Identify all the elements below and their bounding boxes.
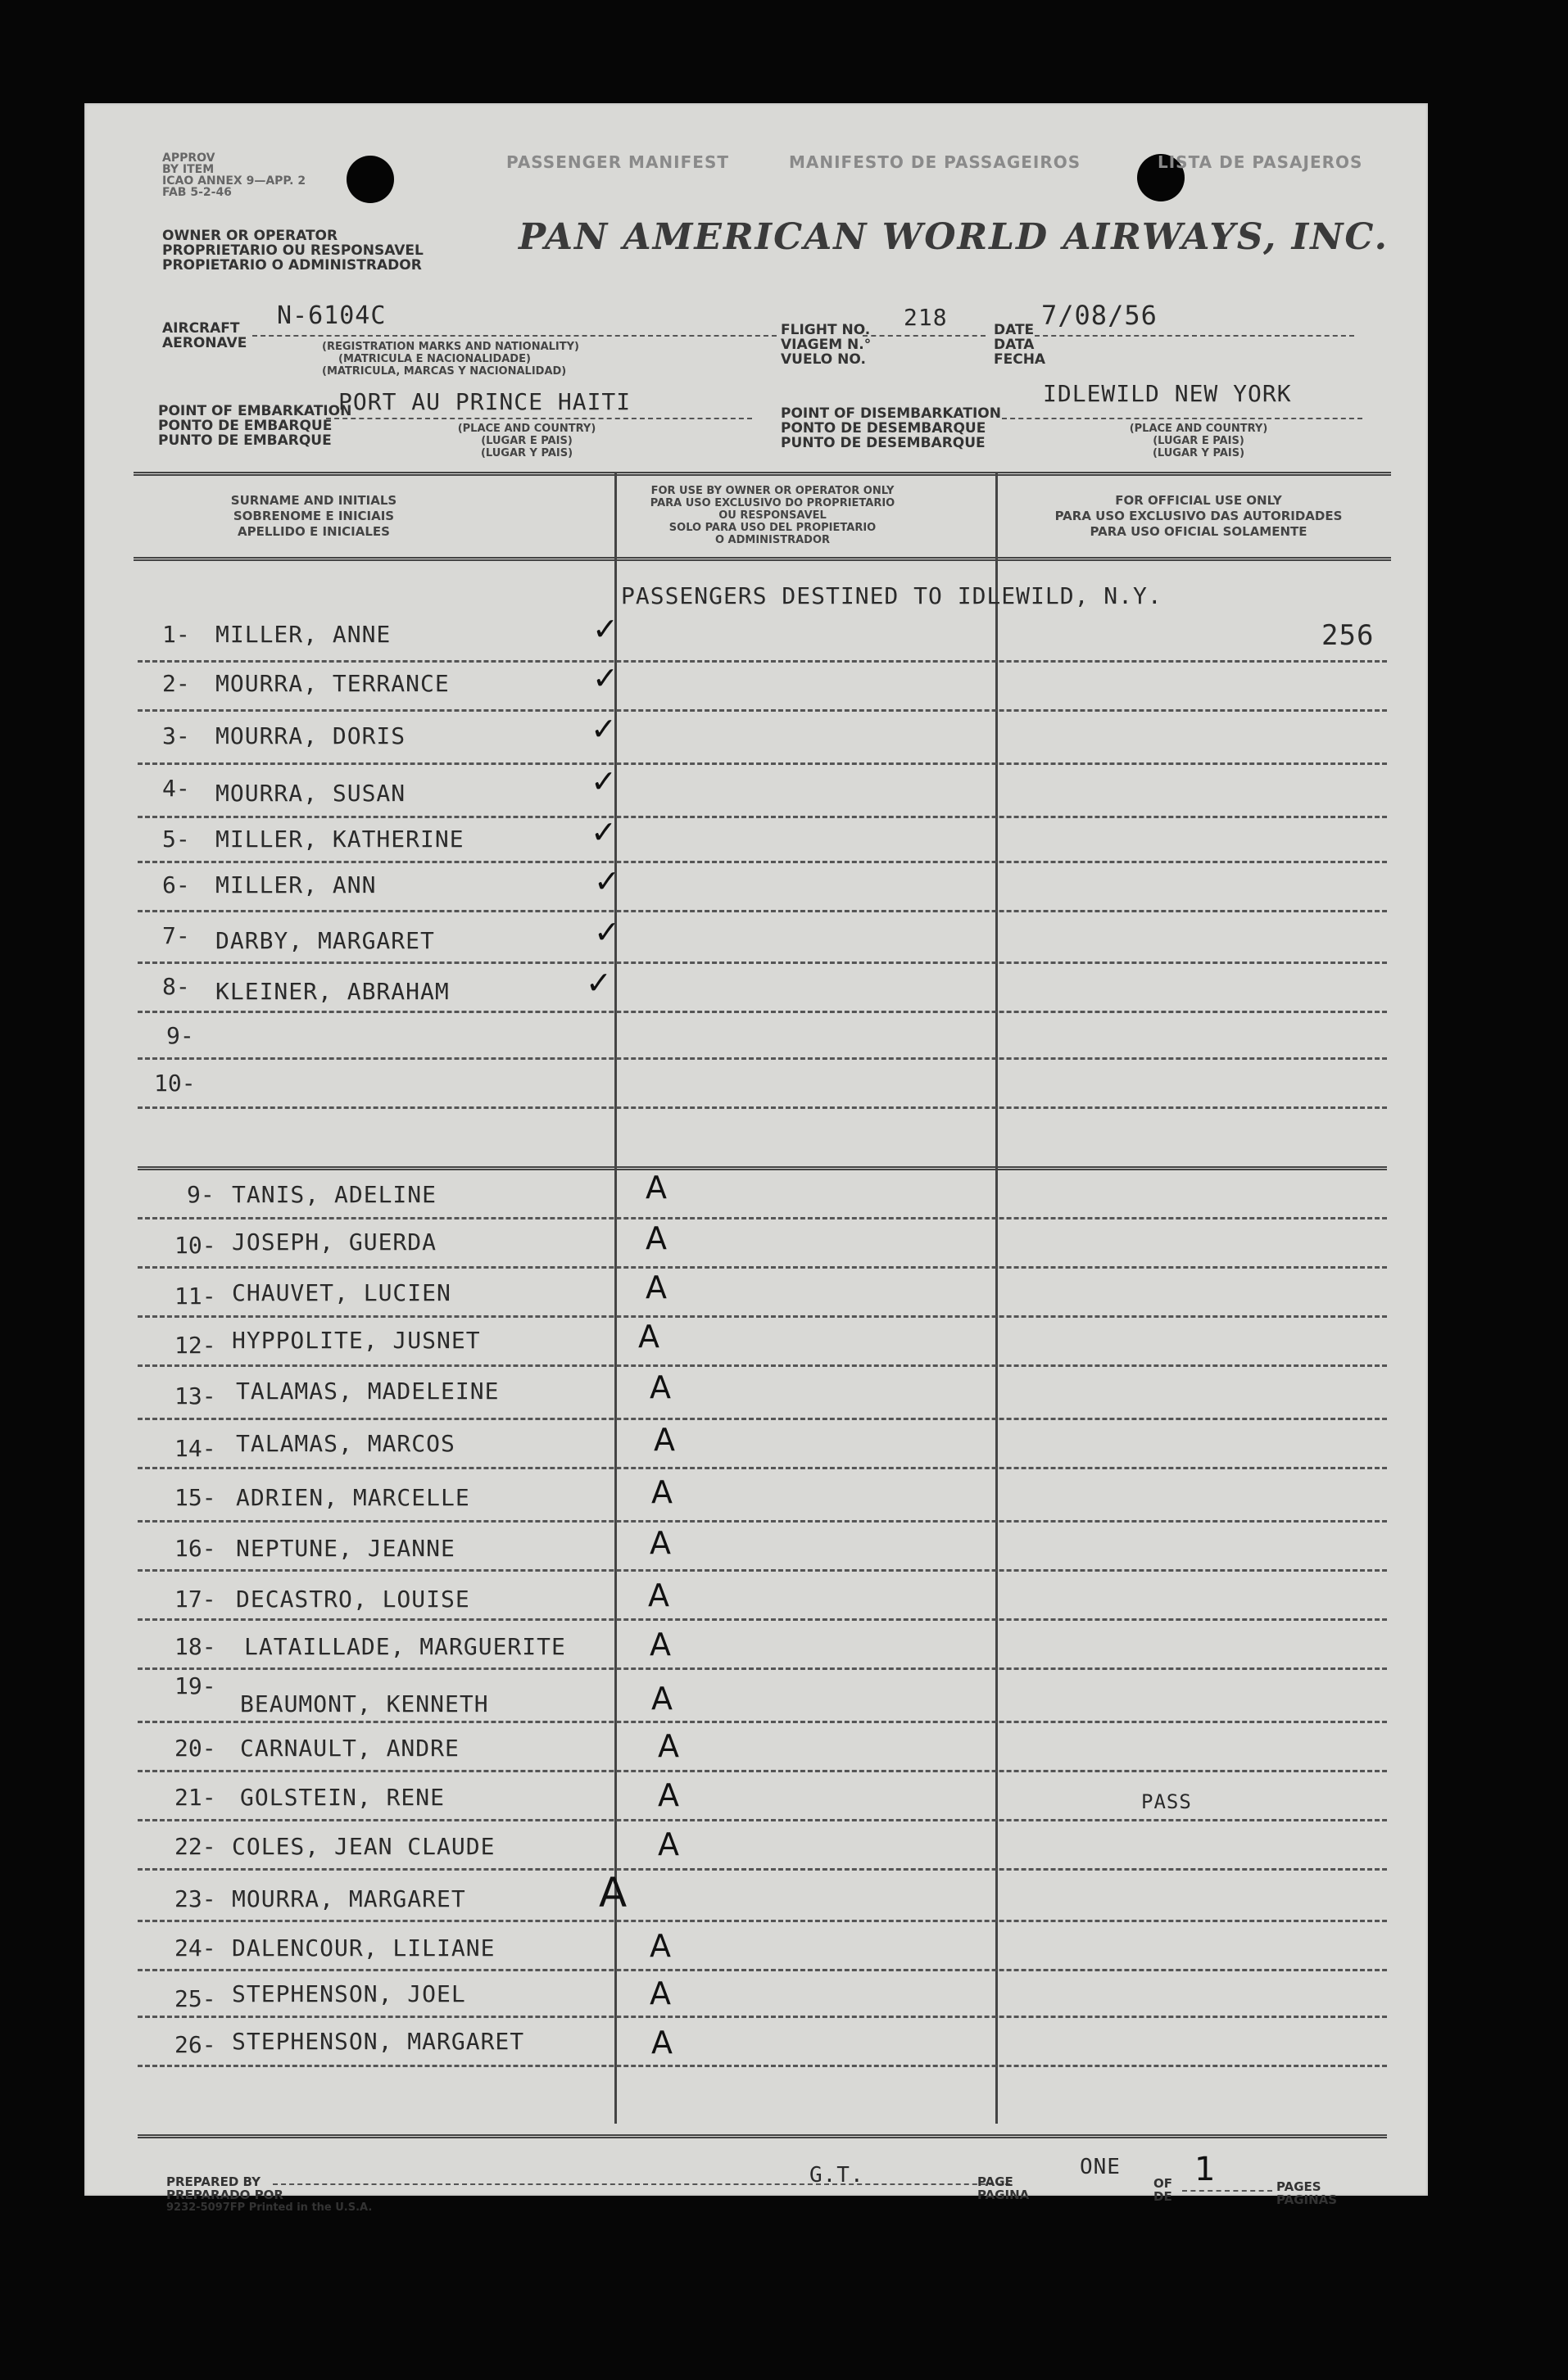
check-mark: A	[658, 1777, 679, 1813]
row-number: 10-	[154, 1070, 196, 1097]
check-mark: A	[638, 1319, 659, 1355]
passenger-name: MILLER, ANN	[215, 871, 377, 898]
row-rule	[138, 2065, 1387, 2067]
date-underline	[1035, 335, 1354, 337]
embark-place-labels	[420, 423, 633, 459]
aircraft-value: N-6104C	[277, 301, 387, 330]
place-label-en: (PLACE AND COUNTRY)	[457, 423, 596, 435]
check-mark: A	[650, 1525, 671, 1561]
col-operator-5: O ADMINISTRADOR	[714, 534, 831, 546]
col-official-en: FOR OFFICIAL USE ONLY	[1115, 493, 1282, 508]
passenger-name: STEPHENSON, MARGARET	[232, 2028, 525, 2055]
row-rule	[138, 1819, 1387, 1821]
check-mark: A	[650, 1975, 671, 2011]
row-rule	[138, 1315, 1387, 1318]
check-mark: A	[599, 1869, 628, 1916]
row-rule	[138, 861, 1387, 863]
pages-label-en: PAGES	[1276, 2179, 1321, 2194]
check-mark: A	[650, 1928, 671, 1964]
aircraft-label-en: AIRCRAFT	[162, 320, 240, 337]
pages-labels	[1276, 2180, 1337, 2206]
row-number: 22-	[174, 1833, 216, 1860]
prepared-labels	[166, 2175, 372, 2215]
embark-value: PORT AU PRINCE HAITI	[338, 388, 632, 415]
row-number: 3-	[162, 722, 190, 749]
page-labels	[977, 2175, 1029, 2201]
row-number: 6-	[162, 871, 190, 898]
passenger-name: MOURRA, TERRANCE	[215, 670, 450, 697]
col-header-operator	[625, 485, 920, 546]
col-official-pt: PARA USO EXCLUSIVO DAS AUTORIDADES	[1054, 509, 1343, 523]
check-mark: ✓	[591, 763, 617, 799]
check-mark: A	[650, 1627, 671, 1663]
row-rule	[138, 1467, 1387, 1469]
row-number: 25-	[174, 1985, 216, 2012]
row-rule	[138, 1266, 1387, 1269]
group-divider	[138, 1166, 1387, 1170]
check-mark: A	[651, 1681, 673, 1717]
check-mark: A	[651, 2025, 673, 2061]
check-mark: A	[646, 1269, 667, 1305]
operator-name: PAN AMERICAN WORLD AIRWAYS, INC.	[519, 216, 1389, 258]
date-label-es: FECHA	[994, 351, 1046, 368]
registration-label-pt: (MATRICULA E NACIONALIDADE)	[338, 353, 531, 365]
embark-underline	[326, 418, 752, 419]
row-number: 12-	[174, 1332, 216, 1359]
form-title-pt: MANIFESTO DE PASSAGEIROS	[789, 152, 1081, 172]
passenger-name: NEPTUNE, JEANNE	[236, 1535, 455, 1562]
page-label-pt: PAGINA	[977, 2188, 1030, 2202]
row-rule	[138, 910, 1387, 912]
row-rule	[138, 1057, 1387, 1060]
row-number: 7-	[162, 922, 190, 949]
check-mark: A	[646, 1220, 667, 1256]
of-underline	[1182, 2190, 1272, 2192]
row-number: 5-	[162, 826, 190, 853]
flight-labels	[781, 323, 871, 367]
place-label-es: (LUGAR Y PAIS)	[1152, 447, 1245, 459]
passenger-name: MOURRA, SUSAN	[215, 780, 406, 807]
row-number: 13-	[174, 1382, 216, 1409]
row-rule	[138, 1920, 1387, 1922]
row-rule	[138, 816, 1387, 818]
row-rule	[138, 1569, 1387, 1572]
place-label-es: (LUGAR Y PAIS)	[480, 447, 573, 459]
of-labels	[1153, 2177, 1172, 2203]
embark-label-pt: PONTO DE EMBARQUE	[158, 418, 333, 434]
manifest-sheet	[84, 103, 1428, 2214]
row-number: 15-	[174, 1484, 216, 1511]
passenger-name: COLES, JEAN CLAUDE	[232, 1833, 496, 1860]
flight-label-es: VUELO NO.	[781, 351, 866, 368]
date-label-pt: DATA	[994, 337, 1035, 353]
disembark-value: IDLEWILD NEW YORK	[1043, 380, 1292, 407]
row-rule	[138, 1011, 1387, 1013]
row-rule	[138, 1217, 1387, 1219]
col-names-pt: SOBRENOME E INICIAIS	[233, 509, 395, 523]
passenger-name: DARBY, MARGARET	[215, 927, 435, 954]
flight-underline	[863, 335, 986, 337]
destination-note: PASSENGERS DESTINED TO IDLEWILD, N.Y.	[621, 582, 1162, 609]
col-operator-1: FOR USE BY OWNER OR OPERATOR ONLY	[650, 485, 895, 497]
of-value: 1	[1194, 2151, 1216, 2188]
row-rule	[138, 1868, 1387, 1871]
of-label-en: OF	[1153, 2176, 1172, 2191]
flight-label-pt: VIAGEM N.°	[781, 337, 872, 353]
aircraft-labels	[162, 321, 247, 351]
form-title-es: LISTA DE PASAJEROS	[1158, 152, 1363, 172]
prepared-label-pt: PREPARADO POR	[166, 2188, 283, 2202]
prepared-label-en: PREPARED BY	[166, 2174, 261, 2189]
passenger-name: MILLER, KATHERINE	[215, 826, 465, 853]
row-rule	[138, 1770, 1387, 1772]
passenger-name: ADRIEN, MARCELLE	[236, 1484, 470, 1511]
row-number: 8-	[162, 973, 190, 1000]
table-top-rule	[134, 472, 1391, 476]
col-operator-3: OU RESPONSAVEL	[718, 509, 827, 522]
passenger-name: TALAMAS, MADELEINE	[236, 1378, 500, 1405]
disembark-underline	[1002, 418, 1362, 419]
owner-label-es: PROPIETARIO O ADMINISTRADOR	[162, 257, 422, 274]
prepared-underline	[273, 2183, 1010, 2185]
prepared-value: G.T.	[809, 2163, 864, 2188]
col-header-official	[1006, 493, 1391, 540]
row-rule	[138, 1418, 1387, 1420]
row-rule	[138, 1667, 1387, 1670]
disembark-label-en: POINT OF DISEMBARKATION	[781, 405, 1001, 422]
row-number: 19-	[174, 1672, 216, 1699]
approval-block	[162, 152, 306, 198]
embark-label-es: PUNTO DE EMBARQUE	[158, 432, 332, 449]
check-mark: ✓	[594, 863, 620, 899]
place-label-pt: (LUGAR E PAIS)	[481, 435, 573, 447]
place-label-en: (PLACE AND COUNTRY)	[1129, 423, 1268, 435]
row-number: 4-	[162, 775, 190, 802]
row-number: 18-	[174, 1633, 216, 1660]
owner-label-en: OWNER OR OPERATOR	[162, 228, 338, 244]
row-rule	[138, 1721, 1387, 1723]
place-label-pt: (LUGAR E PAIS)	[1153, 435, 1244, 447]
passenger-name: BEAUMONT, KENNETH	[240, 1690, 489, 1717]
embark-label-en: POINT OF EMBARKATION	[158, 403, 352, 419]
aircraft-label-pt: AERONAVE	[162, 335, 247, 351]
date-labels	[994, 323, 1045, 367]
flight-value: 218	[904, 304, 948, 331]
row-number: 2-	[162, 670, 190, 697]
passenger-name: CHAUVET, LUCIEN	[232, 1279, 451, 1306]
approval-line: FAB 5-2-46	[162, 186, 232, 199]
page-label-en: PAGE	[977, 2174, 1013, 2189]
row-number: 26-	[174, 2031, 216, 2058]
passenger-name: KLEINER, ABRAHAM	[215, 978, 450, 1005]
aircraft-underline	[252, 335, 777, 337]
row-number: 14-	[174, 1435, 216, 1462]
passenger-name: MOURRA, MARGARET	[232, 1885, 466, 1912]
row-rule	[138, 1106, 1387, 1109]
row-rule	[138, 962, 1387, 964]
passenger-name: TANIS, ADELINE	[232, 1181, 437, 1208]
col-operator-4: SOLO PARA USO DEL PROPIETARIO	[668, 522, 877, 534]
passenger-name: MOURRA, DORIS	[215, 722, 406, 749]
passenger-name: JOSEPH, GUERDA	[232, 1228, 437, 1256]
row-number: 20-	[174, 1735, 216, 1762]
date-value: 7/08/56	[1041, 300, 1158, 331]
row-number: 10-	[174, 1232, 216, 1259]
col-names-en: SURNAME AND INITIALS	[230, 493, 397, 508]
row-number: 21-	[174, 1784, 216, 1811]
owner-label-pt: PROPRIETARIO OU RESPONSAVEL	[162, 242, 424, 259]
date-label-en: DATE	[994, 322, 1035, 338]
registration-labels	[322, 341, 579, 378]
check-mark: ✓	[591, 711, 617, 747]
row-rule	[138, 709, 1387, 712]
row-rule	[138, 1364, 1387, 1367]
footer-rule	[138, 2134, 1387, 2138]
header-bottom-rule	[134, 557, 1391, 561]
passenger-name: DALENCOUR, LILIANE	[232, 1934, 496, 1961]
approval-line: BY ITEM	[162, 163, 215, 176]
check-mark: A	[658, 1826, 679, 1862]
form-title-en: PASSENGER MANIFEST	[506, 152, 729, 172]
row-number: 16-	[174, 1535, 216, 1562]
disembark-label-es: PUNTO DE DESEMBARQUE	[781, 435, 986, 451]
punch-hole-left	[347, 156, 394, 203]
row-number: 23-	[174, 1885, 216, 1912]
check-mark: A	[651, 1474, 673, 1510]
page-value: ONE	[1080, 2155, 1121, 2179]
print-code: 9232-5097FP Printed in the U.S.A.	[166, 2201, 373, 2214]
registration-label-es: (MATRICULA, MARCAS Y NACIONALIDAD)	[322, 365, 567, 378]
passenger-name: STEPHENSON, JOEL	[232, 1980, 466, 2007]
official-remark: PASS	[1141, 1790, 1192, 1813]
passenger-name: CARNAULT, ANDRE	[240, 1735, 460, 1762]
check-mark: A	[650, 1369, 671, 1405]
passenger-name: MILLER, ANNE	[215, 621, 392, 648]
col-header-names	[183, 493, 445, 540]
embark-labels	[158, 404, 351, 448]
row-number: 9-	[166, 1022, 194, 1049]
disembark-label-pt: PONTO DE DESEMBARQUE	[781, 420, 986, 437]
check-mark: A	[654, 1422, 675, 1458]
passenger-name: DECASTRO, LOUISE	[236, 1586, 470, 1613]
row-rule	[138, 2016, 1387, 2018]
passenger-name: LATAILLADE, MARGUERITE	[244, 1633, 566, 1660]
disembark-place-labels	[1092, 423, 1305, 459]
owner-labels	[162, 228, 424, 273]
check-mark: ✓	[591, 814, 617, 850]
of-label-pt: DE	[1153, 2189, 1172, 2204]
registration-label-en: (REGISTRATION MARKS AND NATIONALITY)	[322, 341, 579, 353]
row-rule	[138, 1969, 1387, 1971]
approval-line: ICAO ANNEX 9—APP. 2	[162, 174, 306, 188]
disembark-labels	[781, 406, 1001, 450]
flight-label-en: FLIGHT NO.	[781, 322, 871, 338]
col-operator-2: PARA USO EXCLUSIVO DO PROPRIETARIO	[650, 497, 895, 509]
check-mark: ✓	[586, 965, 612, 1001]
col-official-es: PARA USO OFICIAL SOLAMENTE	[1090, 524, 1307, 539]
check-mark: A	[648, 1577, 669, 1613]
column-separator-2	[995, 473, 998, 2124]
row-rule	[138, 660, 1387, 663]
approval-line: APPROV	[162, 152, 215, 165]
row-number: 11-	[174, 1283, 216, 1310]
row-rule	[138, 1618, 1387, 1621]
check-mark: ✓	[592, 611, 619, 647]
check-mark: A	[646, 1170, 667, 1206]
row-number: 17-	[174, 1586, 216, 1613]
row-number: 24-	[174, 1934, 216, 1961]
passenger-name: TALAMAS, MARCOS	[236, 1430, 455, 1457]
row-rule	[138, 1520, 1387, 1523]
row-rule	[138, 762, 1387, 765]
col-names-es: APELLIDO E INICIALES	[238, 524, 390, 539]
official-count: 256	[1321, 619, 1375, 652]
row-number: 1-	[162, 621, 190, 648]
row-number: 9-	[187, 1181, 215, 1208]
check-mark: ✓	[592, 660, 619, 696]
check-mark: A	[658, 1728, 679, 1764]
passenger-name: HYPPOLITE, JUSNET	[232, 1327, 481, 1354]
pages-label-pt: PAGINAS	[1276, 2192, 1338, 2207]
check-mark: ✓	[594, 914, 620, 950]
passenger-name: GOLSTEIN, RENE	[240, 1784, 446, 1811]
